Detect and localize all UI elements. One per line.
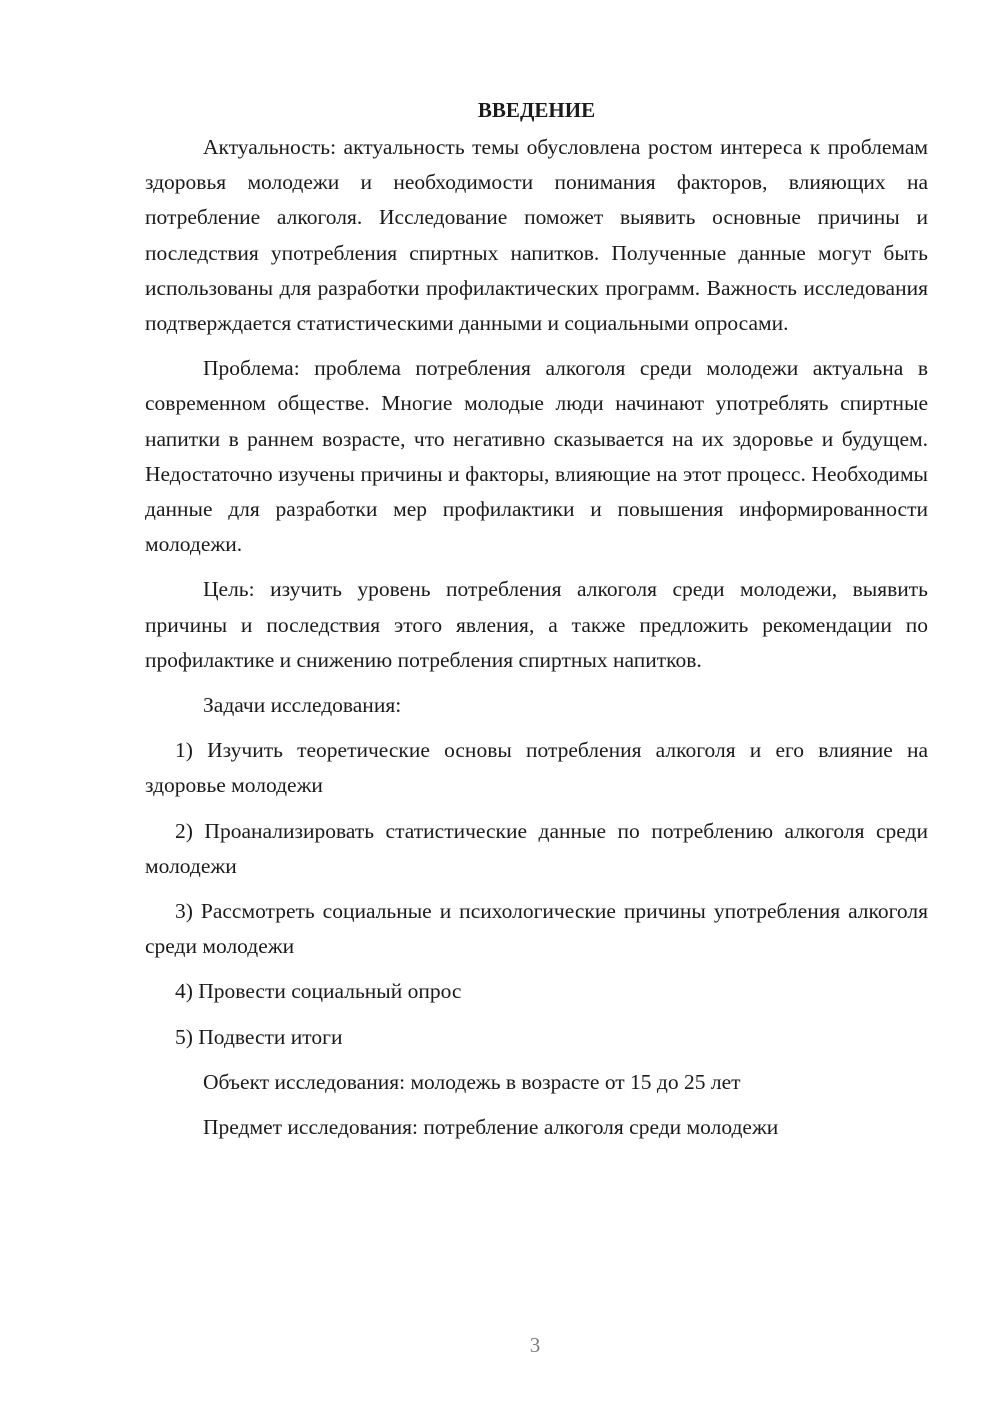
task-item: 4) Провести социальный опрос [175,979,462,1004]
page-title: ВВЕДЕНИЕ [477,98,596,122]
task-item: 2) Проанализировать статистические данные по потреблению алкоголя среди молодежи [145,818,928,878]
tasks-heading: Задачи исследования: [203,693,402,718]
task-item: 1) Изучить теоретические основы потребления алкоголя и его влияние на здоровье молодежи [145,738,928,798]
relevance-paragraph: Актуальность: актуальность темы обусловлена ростом интереса к проблемам здоровья молодежи и необходимости понимания факторов, влияющих на потребление алкоголя. Исследование поможет выявить основные причины и последствия употребления спиртных напитков. Полученные данные могут быть использованы для разработки профилактических программ. Важность исследования подтверждается статистическими данными и социальными опросами. [145,135,928,336]
subject-paragraph: Предмет исследования: потребление алкоголя среди молодежи [203,1115,779,1140]
document-page [145,93,928,1145]
task-item: 3) Рассмотреть социальные и психологические причины употребления алкоголя среди молодежи [145,899,928,959]
goal-paragraph: Цель: изучить уровень потребления алкоголя среди молодежи, выявить причины и последствия этого явления, а также предложить рекомендации по профилактике и снижению потребления спиртных напитков. [145,577,928,672]
task-item: 5) Подвести итоги [175,1024,343,1049]
page-number: 3 [529,1333,541,1357]
problem-paragraph: Проблема: проблема потребления алкоголя среди молодежи актуальна в современном обществе. Многие молодые люди начинают употреблять спиртные напитки в раннем возрасте, что негативно сказывается на их здоровье и будущем. Недостаточно изучены причины и факторы, влияющие на этот процесс. Необходимы данные для разработки мер профилактики и повышения информированности молодежи. [145,356,928,557]
object-paragraph: Объект исследования: молодежь в возрасте от 15 до 25 лет [203,1069,741,1094]
